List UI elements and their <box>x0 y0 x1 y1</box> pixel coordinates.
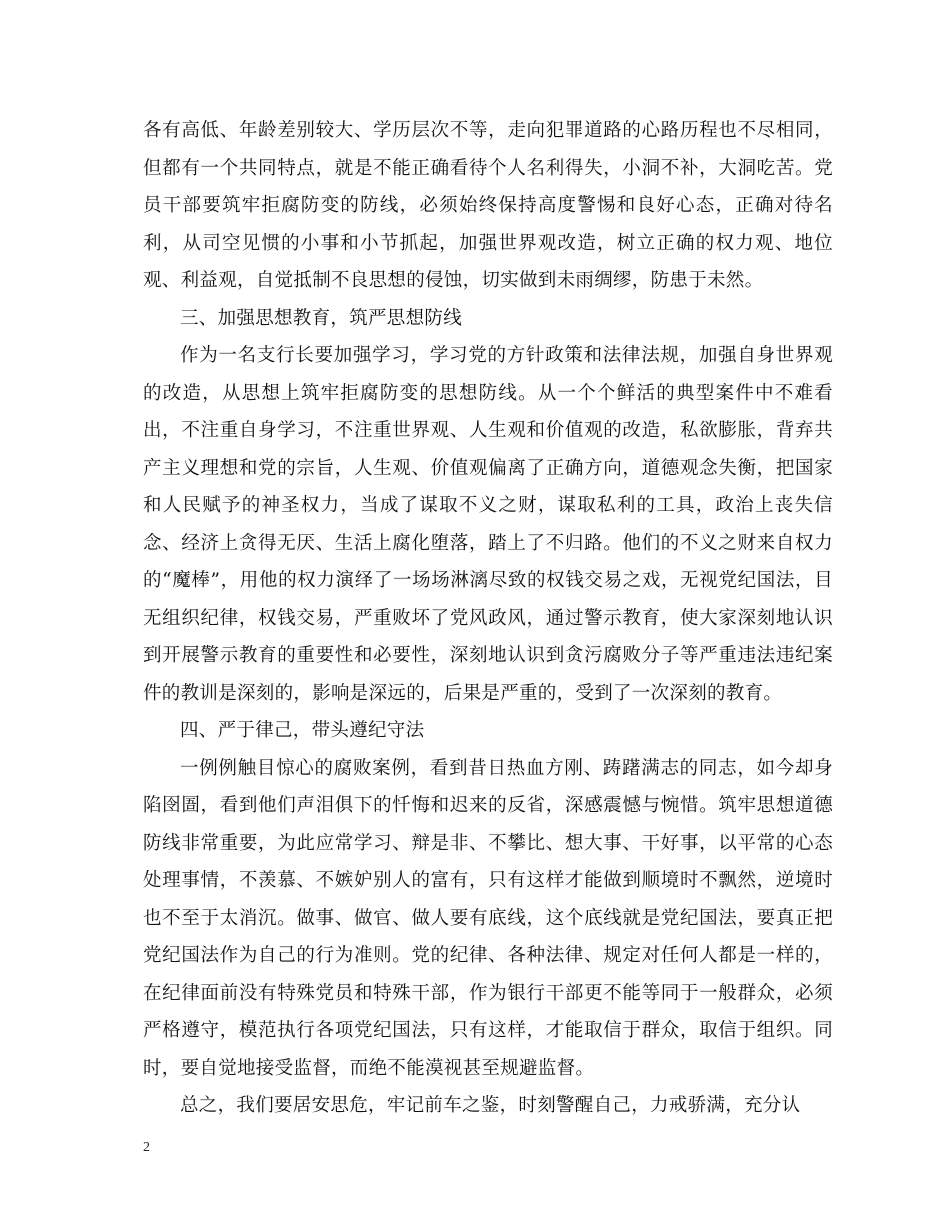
page-number: 2 <box>143 1140 150 1155</box>
paragraph-section-4: 一例例触目惊心的腐败案例，看到昔日热血方刚、踌躇满志的同志，如今却身陷囹圄，看到他们声泪俱下的忏悔和迟来的反省，深感震憾与惋惜。筑牢思想道德防线非常重要，为此应常学习、辩是非、不攀比、想大事、干好事，以平常的心态处理事情，不羡慕、不嫉妒别人的富有，只有这样才能做到顺境时不飘然，逆境时也不至于太消沉。做事、做官、做人要有底线，这个底线就是党纪国法，要真正把党纪国法作为自己的行为准则。党的纪律、各种法律、规定对任何人都是一样的，在纪律面前没有特殊党员和特殊干部，作为银行干部更不能等同于一般群众，必须严格遵守，模范执行各项党纪国法，只有这样，才能取信于群众，取信于组织。同时，要自觉地接受监督，而绝不能漠视甚至规避监督。 <box>143 757 833 1079</box>
paragraph-conclusion: 总之，我们要居安思危，牢记前车之鉴，时刻警醒自己，力戒骄满，充分认 <box>180 1095 801 1116</box>
document-body <box>143 112 833 1125</box>
paragraph-continuation: 各有高低、年龄差别较大、学历层次不等，走向犯罪道路的心路历程也不尽相同，但都有一个共同特点，就是不能正确看待个人名利得失，小洞不补，大洞吃苦。党员干部要筑牢拒腐防变的防线，必须始终保持高度警惕和良好心态，正确对待名利，从司空见惯的小事和小节抓起，加强世界观改造，树立正确的权力观、地位观、利益观，自觉抵制不良思想的侵蚀，切实做到未雨绸缪，防患于未然。 <box>143 120 833 291</box>
paragraph-section-3: 作为一名支行长要加强学习，学习党的方针政策和法律法规，加强自身世界观的改造，从思想上筑牢拒腐防变的思想防线。从一个个鲜活的典型案件中不难看出，不注重自身学习，不注重世界观、人生观和价值观的改造，私欲膨胀，背弃共产主义理想和党的宗旨，人生观、价值观偏离了正确方向，道德观念失衡，把国家和人民赋予的神圣权力，当成了谋取不义之财，谋取私利的工具，政治上丧失信念、经济上贪得无厌、生活上腐化堕落，踏上了不归路。他们的不义之财来自权力的“魔棒”，用他的权力演绎了一场场淋漓尽致的权钱交易之戏，无视党纪国法，目无组织纪律，权钱交易，严重败坏了党风政风，通过警示教育，使大家深刻地认识到开展警示教育的重要性和必要性，深刻地认识到贪污腐败分子等严重违法违纪案件的教训是深刻的，影响是深远的，后果是严重的，受到了一次深刻的教育。 <box>143 345 833 704</box>
section-heading-4: 四、严于律己，带头遵纪守法 <box>180 720 425 741</box>
section-heading-3: 三、加强思想教育，筑严思想防线 <box>180 307 463 329</box>
